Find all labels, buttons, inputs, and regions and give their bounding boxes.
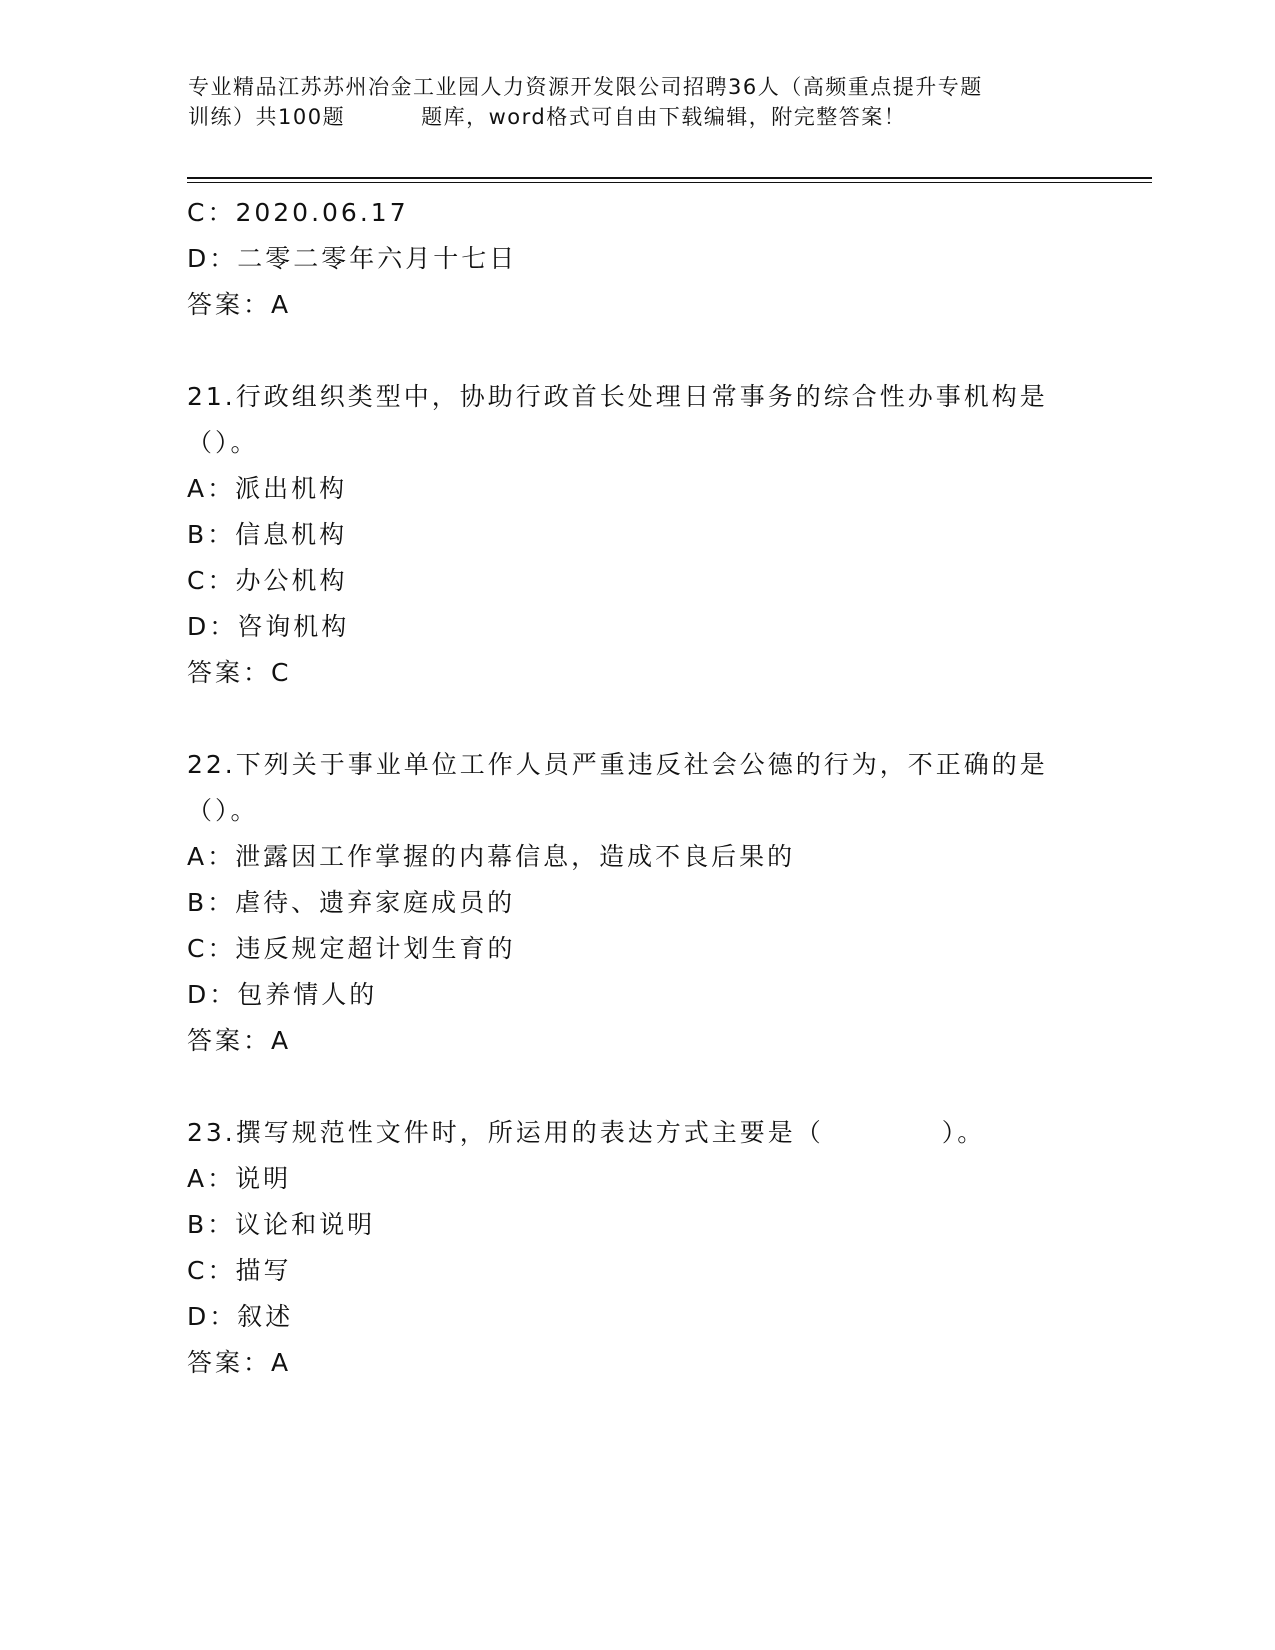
option-a: A：派出机构 xyxy=(187,474,348,503)
option-b: B：虐待、遗弃家庭成员的 xyxy=(187,888,516,917)
question-stem: 22.下列关于事业单位工作人员严重违反社会公德的行为，不正确的是 xyxy=(187,750,1048,779)
option-c: C：违反规定超计划生育的 xyxy=(187,934,516,963)
question-stem: 21.行政组织类型中，协助行政首长处理日常事务的综合性办事机构是 xyxy=(187,382,1048,411)
header-title-line-1: 专业精品江苏苏州冶金工业园人力资源开发限公司招聘36人（高频重点提升专题 xyxy=(188,75,983,99)
option-c: C：2020.06.17 xyxy=(187,198,409,227)
question-stem-continued: （）。 xyxy=(187,428,259,457)
header-rule-thick xyxy=(187,177,1152,179)
option-d: D：二零二零年六月十七日 xyxy=(187,244,518,273)
option-d: D：包养情人的 xyxy=(187,980,378,1009)
question-block-20-carryover xyxy=(187,190,1087,328)
question-stem-continued: （）。 xyxy=(187,796,259,825)
option-c: C：描写 xyxy=(187,1256,292,1285)
header-format-text: 题库，word格式可自由下载编辑，附完整答案！ xyxy=(421,105,907,129)
option-a: A：说明 xyxy=(187,1164,292,1193)
question-stem xyxy=(187,1110,1087,1156)
option-c: C：办公机构 xyxy=(187,566,348,595)
option-d: D：叙述 xyxy=(187,1302,294,1331)
question-stem-text: 23.撰写规范性文件时，所运用的表达方式主要是（ xyxy=(187,1118,824,1147)
header-rule-thin xyxy=(187,182,1152,183)
page-header xyxy=(188,72,1088,132)
question-block-21 xyxy=(187,374,1087,696)
question-block-23 xyxy=(187,1110,1087,1386)
option-b: B：议论和说明 xyxy=(187,1210,376,1239)
header-title-line-2 xyxy=(188,102,1088,132)
question-content xyxy=(187,190,1087,1386)
answer-line: 答案：A xyxy=(187,290,292,319)
header-count-text: 训练）共100题 xyxy=(188,105,346,129)
question-block-22 xyxy=(187,742,1087,1064)
answer-line: 答案：C xyxy=(187,658,292,687)
option-a: A：泄露因工作掌握的内幕信息，造成不良后果的 xyxy=(187,842,796,871)
answer-line: 答案：A xyxy=(187,1026,292,1055)
option-d: D：咨询机构 xyxy=(187,612,350,641)
answer-line: 答案：A xyxy=(187,1348,292,1377)
question-stem-end: ）。 xyxy=(941,1118,986,1147)
option-b: B：信息机构 xyxy=(187,520,348,549)
